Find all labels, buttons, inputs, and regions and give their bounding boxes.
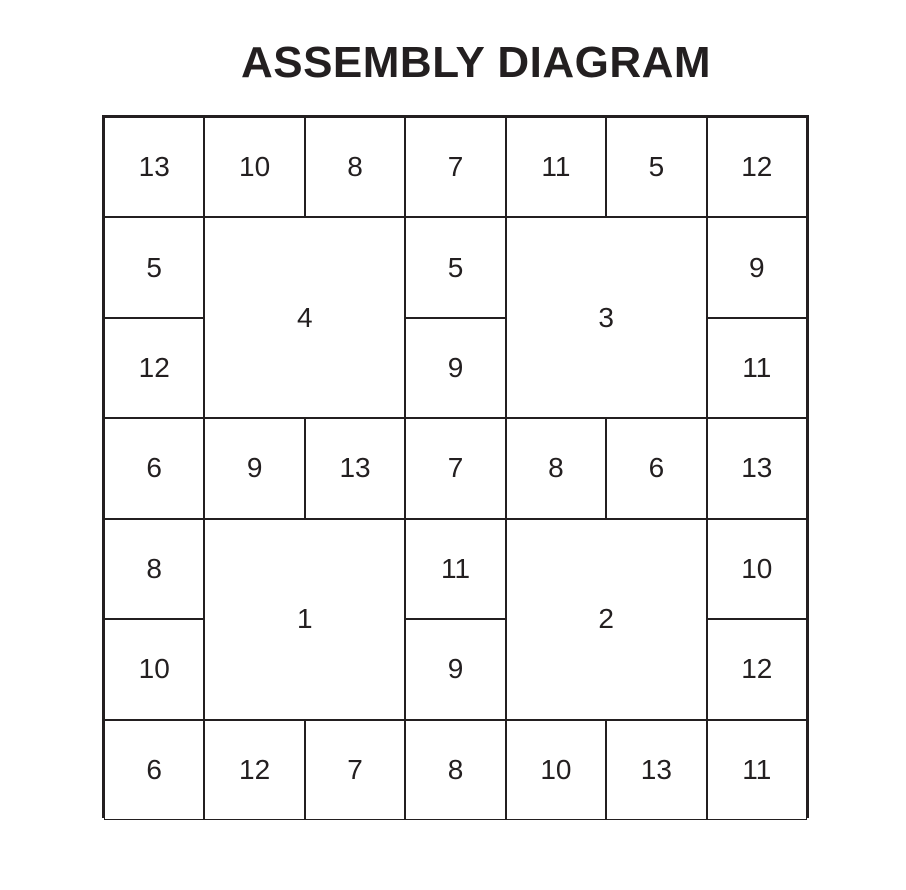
piece-9: 9	[405, 619, 505, 719]
piece-4-large: 4	[204, 217, 405, 418]
piece-9: 9	[204, 418, 304, 518]
piece-6: 6	[104, 720, 204, 820]
piece-7: 7	[305, 720, 405, 820]
piece-3-large: 3	[506, 217, 707, 418]
piece-10: 10	[506, 720, 606, 820]
piece-2-large: 2	[506, 519, 707, 720]
piece-9: 9	[405, 318, 505, 418]
piece-11: 11	[707, 318, 807, 418]
piece-12: 12	[707, 619, 807, 719]
piece-8: 8	[506, 418, 606, 518]
piece-13: 13	[707, 418, 807, 518]
piece-11: 11	[707, 720, 807, 820]
piece-13: 13	[606, 720, 706, 820]
piece-13: 13	[305, 418, 405, 518]
piece-10: 10	[204, 117, 304, 217]
piece-9: 9	[707, 217, 807, 317]
piece-6: 6	[104, 418, 204, 518]
piece-5: 5	[606, 117, 706, 217]
piece-5: 5	[104, 217, 204, 317]
piece-1-large: 1	[204, 519, 405, 720]
piece-7: 7	[405, 117, 505, 217]
piece-7: 7	[405, 418, 505, 518]
piece-11: 11	[506, 117, 606, 217]
piece-11: 11	[405, 519, 505, 619]
piece-8: 8	[104, 519, 204, 619]
assembly-grid	[102, 115, 809, 818]
piece-12: 12	[104, 318, 204, 418]
piece-12: 12	[707, 117, 807, 217]
piece-10: 10	[104, 619, 204, 719]
piece-13: 13	[104, 117, 204, 217]
piece-5: 5	[405, 217, 505, 317]
piece-6: 6	[606, 418, 706, 518]
piece-12: 12	[204, 720, 304, 820]
piece-8: 8	[405, 720, 505, 820]
piece-10: 10	[707, 519, 807, 619]
piece-8: 8	[305, 117, 405, 217]
diagram-title: ASSEMBLY DIAGRAM	[240, 38, 712, 87]
